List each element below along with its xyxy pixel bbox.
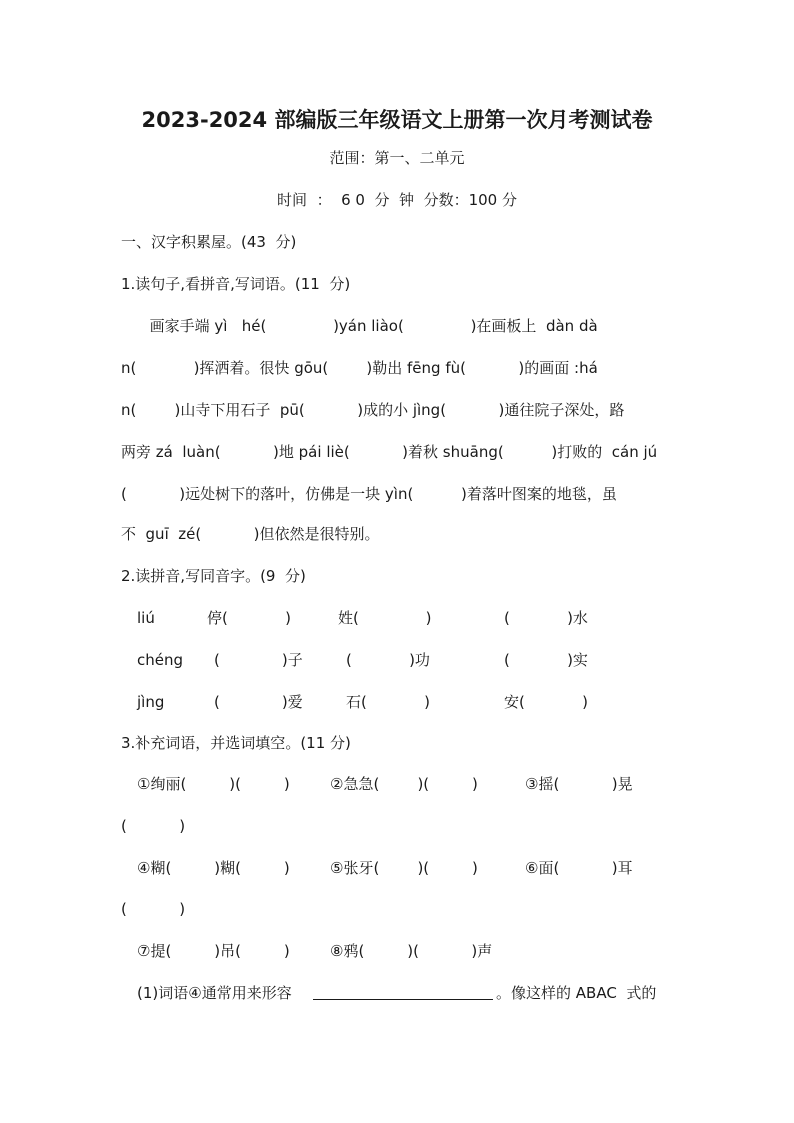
idiom-blank: ( ) xyxy=(121,900,186,918)
question-heading: 2.读拼音,写同音字。(9 分) xyxy=(121,567,306,585)
question-text-line: 两旁 zá luàn( )地 pái liè( )着秋 shuāng( )打败的 cán jú xyxy=(121,443,658,461)
pinyin-label: liú xyxy=(137,609,155,627)
question-text-line: n( )山寺下用石子 pū( )成的小 jìng( )通往院子深处，路 xyxy=(121,401,625,419)
idiom-blank: ②急急( )( ) xyxy=(330,775,478,793)
answer-blank: 姓( ) xyxy=(338,609,432,627)
idiom-blank: ⑥面( )耳 xyxy=(525,859,633,877)
sub-question-prefix: (1)词语④通常用来形容 xyxy=(137,984,292,1002)
pinyin-label: jìng xyxy=(137,693,165,711)
question-heading: 3.补充词语，并选词填空。(11 分) xyxy=(121,734,351,752)
sub-question-suffix: 。像这样的 ABAC 式的 xyxy=(496,984,657,1002)
question-heading: 1.读句子,看拼音,写词语。(11 分) xyxy=(121,275,351,293)
idiom-blank: ③摇( )晃 xyxy=(525,775,633,793)
answer-blank: 安( ) xyxy=(504,693,588,711)
answer-blank: ( )实 xyxy=(504,651,588,669)
exam-range: 范围：第一、二单元 xyxy=(329,149,465,167)
question-text-line: ( )远处树下的落叶，仿佛是一块 yìn( )着落叶图案的地毯，虽 xyxy=(121,485,617,503)
answer-blank: ( )功 xyxy=(346,651,430,669)
idiom-blank: ⑧鸦( )( )声 xyxy=(330,942,493,960)
page-title: 2023-2024 部编版三年级语文上册第一次月考测试卷 xyxy=(141,108,653,132)
exam-time-score: 时间 ： 6 0 分 钟 分数：100 分 xyxy=(277,191,517,209)
answer-blank: 停( ) xyxy=(207,609,291,627)
idiom-blank: ④糊( )糊( ) xyxy=(137,859,290,877)
answer-blank: ( )爱 xyxy=(214,693,303,711)
idiom-blank: ( ) xyxy=(121,817,186,835)
question-text-line: 画家手端 yì hé( )yán liào( )在画板上 dàn dà xyxy=(121,317,598,335)
section-heading: 一、汉字积累屋。(43 分) xyxy=(121,233,297,251)
answer-blank: ( )水 xyxy=(504,609,588,627)
answer-blank: ( )子 xyxy=(214,651,303,669)
question-text-line: 不 guī zé( )但依然是很特别。 xyxy=(121,525,380,543)
answer-blank: 石( ) xyxy=(346,693,430,711)
question-text-line: n( )挥洒着。很快 gōu( )勒出 fēng fù( )的画面 :há xyxy=(121,359,598,377)
idiom-blank: ①绚丽( )( ) xyxy=(137,775,290,793)
idiom-blank: ⑦提( )吊( ) xyxy=(137,942,290,960)
idiom-blank: ⑤张牙( )( ) xyxy=(330,859,478,877)
pinyin-label: chéng xyxy=(137,651,184,669)
fill-in-underline xyxy=(313,999,493,1000)
